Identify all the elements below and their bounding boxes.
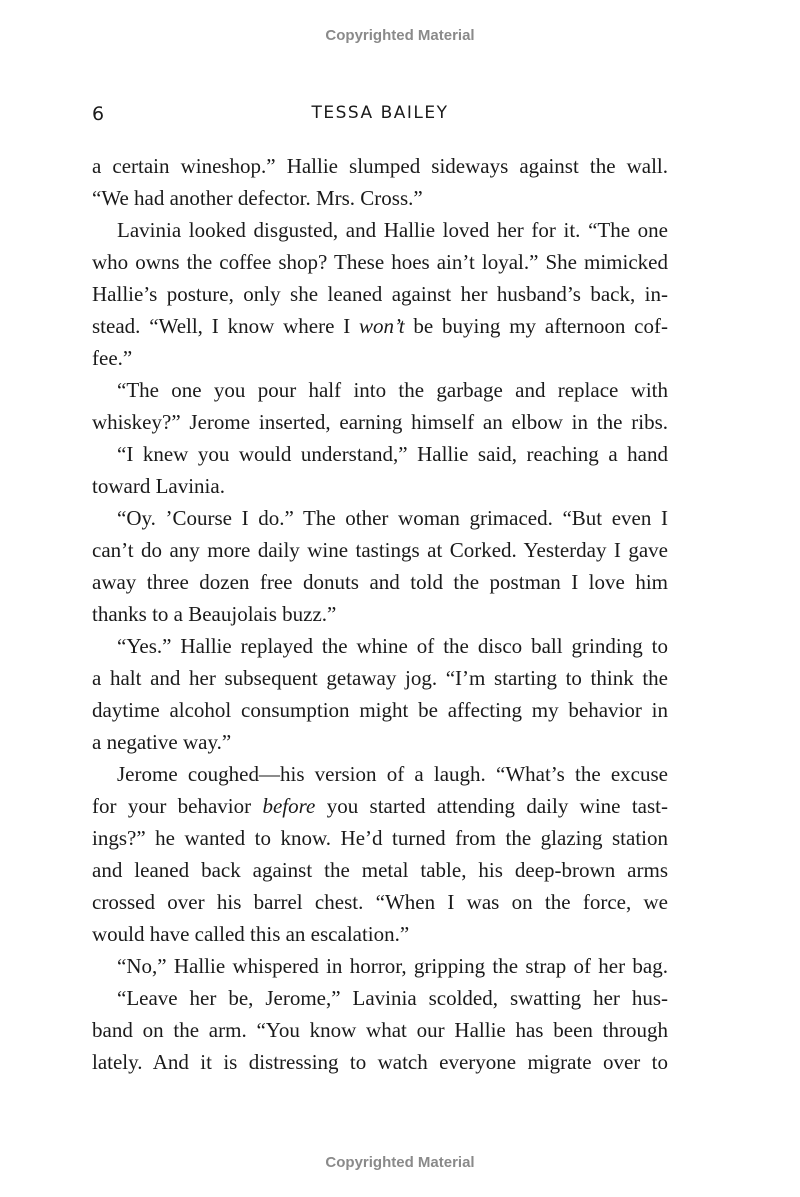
- text-line: “Oy. ’Course I do.” The other woman grimaced. “But even I: [117, 506, 668, 530]
- text-line: Jerome coughed—his version of a laugh. “What’s the excuse: [117, 762, 668, 786]
- text-line: “I knew you would understand,” Hallie said, reaching a hand: [117, 442, 668, 466]
- text-line: “Yes.” Hallie replayed the whine of the disco ball grinding to: [117, 634, 668, 658]
- running-head: [92, 103, 668, 129]
- text-line: Hallie’s posture, only she leaned against her husband’s back, in-: [92, 282, 668, 306]
- text-line: ings?” he wanted to know. He’d turned from the glazing station: [92, 826, 668, 850]
- watermark-bottom: Copyrighted Material: [325, 1154, 475, 1171]
- text-line: fee.”: [92, 346, 133, 370]
- text-line: a halt and her subsequent getaway jog. “I’m starting to think the: [92, 666, 668, 690]
- text-line: “Leave her be, Jerome,” Lavinia scolded, swatting her hus-: [117, 986, 668, 1010]
- author-header: TESSA BAILEY: [311, 103, 449, 123]
- text-line: a certain wineshop.” Hallie slumped sideways against the wall.: [92, 154, 668, 178]
- text-line: thanks to a Beaujolais buzz.”: [92, 602, 337, 626]
- text-line: can’t do any more daily wine tastings at Corked. Yesterday I gave: [92, 538, 668, 562]
- text-line: daytime alcohol consumption might be affecting my behavior in: [92, 698, 668, 722]
- text-line: for your behavior before you started attending daily wine tast-: [92, 794, 668, 818]
- text-line: and leaned back against the metal table, his deep-brown arms: [92, 858, 668, 882]
- text-line: whiskey?” Jerome inserted, earning himself an elbow in the ribs.: [92, 410, 668, 434]
- watermark-top: Copyrighted Material: [325, 27, 475, 44]
- text-line: lately. And it is distressing to watch everyone migrate over to: [92, 1050, 668, 1074]
- text-line: toward Lavinia.: [92, 474, 225, 498]
- text-line: “The one you pour half into the garbage and replace with: [117, 378, 668, 402]
- text-line: away three dozen free donuts and told the postman I love him: [92, 570, 668, 594]
- text-line: band on the arm. “You know what our Hallie has been through: [92, 1018, 668, 1042]
- text-line: a negative way.”: [92, 730, 232, 754]
- text-line: who owns the coffee shop? These hoes ain’t loyal.” She mimicked: [92, 250, 668, 274]
- text-line: crossed over his barrel chest. “When I was on the force, we: [92, 890, 668, 914]
- text-line: “No,” Hallie whispered in horror, gripping the strap of her bag.: [117, 954, 668, 978]
- body-text: [92, 150, 668, 1078]
- text-line: Lavinia looked disgusted, and Hallie loved her for it. “The one: [117, 218, 668, 242]
- text-line: stead. “Well, I know where I won’t be buying my afternoon cof-: [92, 314, 668, 338]
- text-line: would have called this an escalation.”: [92, 922, 410, 946]
- text-line: “We had another defector. Mrs. Cross.”: [92, 186, 423, 210]
- page-number: 6: [92, 103, 105, 125]
